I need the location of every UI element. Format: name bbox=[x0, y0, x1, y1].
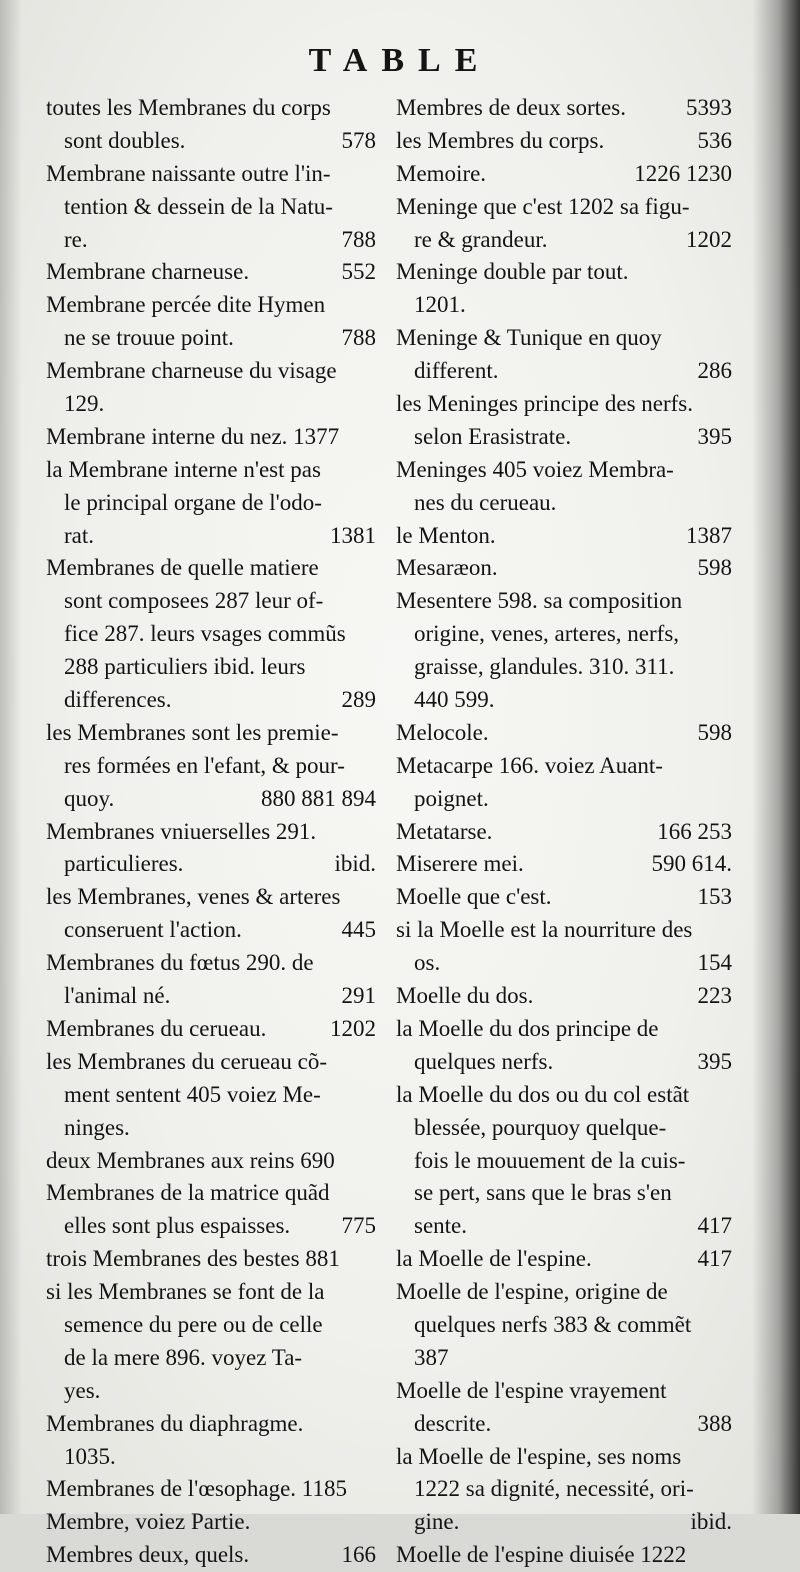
index-entry-text: quoy. bbox=[64, 785, 115, 811]
index-entry-text: Memoire. bbox=[396, 160, 487, 186]
index-entry-text: elles sont plus espaisses. bbox=[64, 1213, 291, 1239]
page-gutter-shadow bbox=[752, 0, 800, 1514]
index-line bbox=[46, 1210, 376, 1243]
index-entry-text: Miserere mei. bbox=[396, 851, 524, 877]
index-entry-text: selon Erasistrate. bbox=[414, 423, 572, 449]
index-entry-text: Moelle que c'est. bbox=[396, 884, 552, 910]
index-line bbox=[396, 1539, 732, 1572]
page-shadow-left bbox=[0, 0, 22, 1514]
index-line bbox=[46, 618, 376, 651]
index-line bbox=[46, 881, 376, 914]
index-line bbox=[396, 355, 732, 388]
index-entry-text: different. bbox=[414, 358, 499, 384]
index-line bbox=[46, 1243, 376, 1276]
index-line bbox=[46, 1276, 376, 1309]
index-entry-text: poignet. bbox=[414, 785, 489, 811]
index-line bbox=[396, 1375, 732, 1408]
index-entry-text: 440 599. bbox=[414, 687, 495, 713]
index-column-right bbox=[396, 92, 732, 1572]
index-line bbox=[46, 552, 376, 585]
page-reference: 590 614. bbox=[651, 851, 732, 877]
index-line bbox=[46, 1375, 376, 1408]
index-line bbox=[396, 980, 732, 1013]
index-entry-text: semence du pere ou de celle bbox=[64, 1311, 323, 1337]
page-reference: 223 bbox=[697, 983, 732, 1009]
index-entry-text: particulieres. bbox=[64, 851, 184, 877]
page-reference: 286 bbox=[697, 358, 732, 384]
page-reference: 1381 bbox=[330, 522, 376, 548]
page-reference: ibid. bbox=[690, 1509, 732, 1535]
index-entry-text: differences. bbox=[64, 687, 172, 713]
index-line bbox=[46, 1177, 376, 1210]
index-entry-text: 387 bbox=[414, 1344, 449, 1370]
page-reference: 598 bbox=[697, 719, 732, 745]
page-reference: 291 bbox=[341, 983, 376, 1009]
index-line bbox=[396, 289, 732, 322]
index-entry-text: Membrane interne du nez. 1377 bbox=[46, 423, 340, 449]
index-line bbox=[396, 618, 732, 651]
index-line bbox=[46, 1408, 376, 1441]
index-line bbox=[396, 947, 732, 980]
index-line bbox=[46, 717, 376, 750]
index-entry-text: toutes les Membranes du corps bbox=[46, 95, 331, 120]
index-line bbox=[46, 289, 376, 322]
index-line bbox=[396, 322, 732, 355]
index-entry-text: la Moelle du dos principe de bbox=[396, 1015, 659, 1041]
index-line bbox=[396, 684, 732, 717]
index-entry-text: ment sentent 405 voiez Me- bbox=[64, 1081, 321, 1107]
index-line bbox=[396, 1177, 732, 1210]
index-line bbox=[46, 1145, 376, 1178]
page-reference: 166 bbox=[341, 1542, 376, 1568]
index-line bbox=[396, 520, 732, 553]
index-entry-text: Metatarse. bbox=[396, 818, 493, 844]
index-line bbox=[396, 487, 732, 520]
index-line bbox=[396, 1145, 732, 1178]
index-entry-text: les Membres du corps. bbox=[396, 127, 605, 153]
index-line bbox=[396, 1473, 732, 1506]
page-reference: 598 bbox=[697, 555, 732, 581]
index-entry-text: re & grandeur. bbox=[414, 226, 548, 252]
index-entry-text: Membre, voiez Partie. bbox=[46, 1509, 251, 1535]
index-entry-text: sont composees 287 leur of- bbox=[64, 588, 324, 614]
index-line bbox=[46, 1112, 376, 1145]
page-reference: 775 bbox=[341, 1213, 376, 1239]
index-entry-text: origine, venes, arteres, nerfs, bbox=[414, 621, 680, 647]
index-entry-text: 129. bbox=[64, 391, 105, 417]
index-line bbox=[46, 1079, 376, 1112]
page-reference: 417 bbox=[697, 1246, 732, 1272]
index-line bbox=[46, 914, 376, 947]
page-reference: 552 bbox=[341, 259, 376, 285]
index-entry-text: sente. bbox=[414, 1213, 468, 1239]
page-reference: 880 881 894 bbox=[261, 785, 376, 811]
index-entry-text: os. bbox=[414, 950, 441, 976]
index-line bbox=[396, 914, 732, 947]
page-header: TABLE bbox=[308, 42, 492, 79]
index-entry-text: deux Membranes aux reins 690 bbox=[46, 1147, 335, 1173]
index-entry-text: Membranes du fœtus 290. de bbox=[46, 950, 314, 976]
index-line bbox=[396, 717, 732, 750]
index-line bbox=[396, 783, 732, 816]
index-entry-text: se pert, sans que le bras s'en bbox=[414, 1180, 672, 1206]
index-line bbox=[46, 1473, 376, 1506]
index-entry-text: Mesaræon. bbox=[396, 555, 498, 581]
index-line bbox=[46, 125, 376, 158]
page-reference: 578 bbox=[341, 127, 376, 153]
index-line bbox=[396, 552, 732, 585]
index-line bbox=[396, 1276, 732, 1309]
page-reference: 788 bbox=[341, 325, 376, 351]
index-line bbox=[46, 92, 376, 125]
page-reference: 417 bbox=[697, 1213, 732, 1239]
index-entry-text: ninges. bbox=[64, 1114, 130, 1140]
index-entry-text: sont doubles. bbox=[64, 127, 186, 153]
index-entry-text: quelques nerfs 383 & commẽt bbox=[414, 1311, 692, 1337]
index-line bbox=[396, 1210, 732, 1243]
index-entry-text: Mesentere 598. sa composition bbox=[396, 588, 683, 614]
index-entry-text: les Meninges principe des nerfs. bbox=[396, 391, 694, 417]
page-reference: 153 bbox=[697, 884, 732, 910]
index-entry-text: les Membranes sont les premie- bbox=[46, 719, 339, 745]
index-entry-text: si la Moelle est la nourriture des bbox=[396, 917, 693, 943]
index-entry-text: Membres de deux sortes. bbox=[396, 95, 626, 120]
index-line bbox=[46, 651, 376, 684]
page-reference: 395 bbox=[697, 423, 732, 449]
page-reference: 1226 1230 bbox=[634, 160, 732, 186]
page-reference: 1387 bbox=[686, 522, 732, 548]
index-entry-text: si les Membranes se font de la bbox=[46, 1279, 325, 1305]
page-reference: 395 bbox=[697, 1048, 732, 1074]
index-column-left bbox=[46, 92, 376, 1572]
page-reference: ibid. bbox=[334, 851, 376, 877]
index-entry-text: Membranes de l'œsophage. 1185 bbox=[46, 1476, 347, 1502]
index-line bbox=[46, 1441, 376, 1474]
index-entry-text: la Moelle du dos ou du col estãt bbox=[396, 1081, 690, 1107]
index-entry-text: descrite. bbox=[414, 1410, 492, 1436]
index-line bbox=[46, 947, 376, 980]
index-entry-text: le principal organe de l'odo- bbox=[64, 489, 322, 515]
index-line bbox=[46, 322, 376, 355]
index-line bbox=[46, 487, 376, 520]
index-entry-text: la Moelle de l'espine, ses noms bbox=[396, 1443, 682, 1469]
page-reference: 1202 bbox=[686, 226, 732, 252]
index-line bbox=[396, 750, 732, 783]
index-entry-text: re. bbox=[64, 226, 88, 252]
index-entry-text: Moelle de l'espine, origine de bbox=[396, 1279, 668, 1305]
index-line bbox=[46, 816, 376, 849]
index-line bbox=[396, 421, 732, 454]
index-entry-text: conseruent l'action. bbox=[64, 917, 242, 943]
index-entry-text: gine. bbox=[414, 1509, 460, 1535]
index-entry-text: Membranes du diaphragme. bbox=[46, 1410, 304, 1436]
index-line bbox=[46, 1046, 376, 1079]
index-entry-text: blessée, pourquoy quelque- bbox=[414, 1114, 667, 1140]
page-reference: 388 bbox=[697, 1410, 732, 1436]
index-entry-text: l'animal né. bbox=[64, 983, 171, 1009]
index-line bbox=[396, 585, 732, 618]
index-line bbox=[396, 1342, 732, 1375]
page-reference: 154 bbox=[697, 950, 732, 976]
index-entry-text: Membrane naissante outre l'in- bbox=[46, 160, 331, 186]
index-line bbox=[396, 191, 732, 224]
index-line bbox=[46, 355, 376, 388]
index-entry-text: quelques nerfs. bbox=[414, 1048, 554, 1074]
index-line bbox=[46, 684, 376, 717]
index-line bbox=[396, 388, 732, 421]
index-entry-text: Metacarpe 166. voiez Auant- bbox=[396, 752, 663, 778]
index-entry-text: 1201. bbox=[414, 292, 466, 318]
index-line bbox=[46, 224, 376, 257]
index-entry-text: Melocole. bbox=[396, 719, 489, 745]
index-entry-text: Membranes de quelle matiere bbox=[46, 555, 319, 581]
index-line bbox=[46, 520, 376, 553]
index-entry-text: Membrane percée dite Hymen bbox=[46, 292, 326, 318]
index-line bbox=[46, 980, 376, 1013]
index-line bbox=[396, 816, 732, 849]
index-line bbox=[396, 1441, 732, 1474]
index-line bbox=[396, 881, 732, 914]
index-line bbox=[396, 1112, 732, 1145]
index-entry-text: Meninge double par tout. bbox=[396, 259, 629, 285]
index-line bbox=[396, 1408, 732, 1441]
index-line bbox=[396, 256, 732, 289]
index-line bbox=[396, 1013, 732, 1046]
index-line bbox=[46, 1309, 376, 1342]
index-entry-text: 1222 sa dignité, necessité, ori- bbox=[414, 1476, 694, 1502]
index-entry-text: la Membrane interne n'est pas bbox=[46, 456, 321, 482]
index-line bbox=[46, 454, 376, 487]
index-entry-text: 1035. bbox=[64, 1443, 116, 1469]
page-reference: 536 bbox=[697, 127, 732, 153]
page-reference: 166 253 bbox=[657, 818, 732, 844]
index-line bbox=[46, 191, 376, 224]
index-line bbox=[396, 1079, 732, 1112]
index-line bbox=[46, 421, 376, 454]
index-entry-text: res formées en l'efant, & pour- bbox=[64, 752, 345, 778]
index-entry-text: le Menton. bbox=[396, 522, 496, 548]
index-entry-text: 288 particuliers ibid. leurs bbox=[64, 654, 306, 680]
index-line bbox=[46, 388, 376, 421]
index-entry-text: Membranes du cerueau. bbox=[46, 1015, 267, 1041]
page-reference: 5393 bbox=[686, 95, 732, 120]
index-line bbox=[396, 158, 732, 191]
page-reference: 445 bbox=[341, 917, 376, 943]
index-entry-text: de la mere 896. voyez Ta- bbox=[64, 1344, 303, 1370]
index-entry-text: ne se trouue point. bbox=[64, 325, 234, 351]
index-line bbox=[396, 454, 732, 487]
index-entry-text: Membres deux, quels. bbox=[46, 1542, 250, 1568]
index-entry-text: Moelle du dos. bbox=[396, 983, 534, 1009]
index-entry-text: trois Membranes des bestes 881 bbox=[46, 1246, 340, 1272]
page-reference: 788 bbox=[341, 226, 376, 252]
index-entry-text: fice 287. leurs vsages commũs bbox=[64, 621, 346, 647]
index-entry-text: tention & dessein de la Natu- bbox=[64, 193, 333, 219]
index-entry-text: nes du cerueau. bbox=[414, 489, 557, 515]
page-reference: 1202 bbox=[330, 1015, 376, 1041]
index-line bbox=[46, 585, 376, 618]
index-entry-text: rat. bbox=[64, 522, 95, 548]
index-line bbox=[396, 92, 732, 125]
page-reference: 289 bbox=[341, 687, 376, 713]
index-line bbox=[396, 1046, 732, 1079]
index-line bbox=[396, 651, 732, 684]
index-line bbox=[396, 125, 732, 158]
index-line bbox=[396, 1309, 732, 1342]
index-line bbox=[46, 1013, 376, 1046]
index-entry-text: yes. bbox=[64, 1377, 101, 1403]
index-line bbox=[46, 1539, 376, 1572]
index-line bbox=[396, 848, 732, 881]
index-entry-text: Meninges 405 voiez Membra- bbox=[396, 456, 674, 482]
index-entry-text: Membranes vniuerselles 291. bbox=[46, 818, 317, 844]
index-entry-text: la Moelle de l'espine. bbox=[396, 1246, 592, 1272]
index-line bbox=[46, 256, 376, 289]
index-line bbox=[46, 158, 376, 191]
index-entry-text: Meninge & Tunique en quoy bbox=[396, 325, 662, 351]
index-line bbox=[46, 783, 376, 816]
index-line bbox=[396, 224, 732, 257]
index-entry-text: les Membranes, venes & arteres bbox=[46, 884, 341, 910]
index-entry-text: fois le mouuement de la cuis- bbox=[414, 1147, 686, 1173]
index-entry-text: Moelle de l'espine diuisée 1222 bbox=[396, 1542, 687, 1568]
index-entry-text: Membrane charneuse du visage bbox=[46, 358, 337, 384]
index-line bbox=[46, 848, 376, 881]
index-line bbox=[46, 750, 376, 783]
index-entry-text: Membranes de la matrice quãd bbox=[46, 1180, 330, 1206]
index-entry-text: les Membranes du cerueau cõ- bbox=[46, 1048, 327, 1074]
index-entry-text: Membrane charneuse. bbox=[46, 259, 250, 285]
index-line bbox=[396, 1243, 732, 1276]
index-entry-text: Moelle de l'espine vrayement bbox=[396, 1377, 667, 1403]
index-line bbox=[46, 1506, 376, 1539]
index-line bbox=[46, 1342, 376, 1375]
index-line bbox=[396, 1506, 732, 1539]
index-entry-text: graisse, glandules. 310. 311. bbox=[414, 654, 675, 680]
index-entry-text: Meninge que c'est 1202 sa figu- bbox=[396, 193, 690, 219]
